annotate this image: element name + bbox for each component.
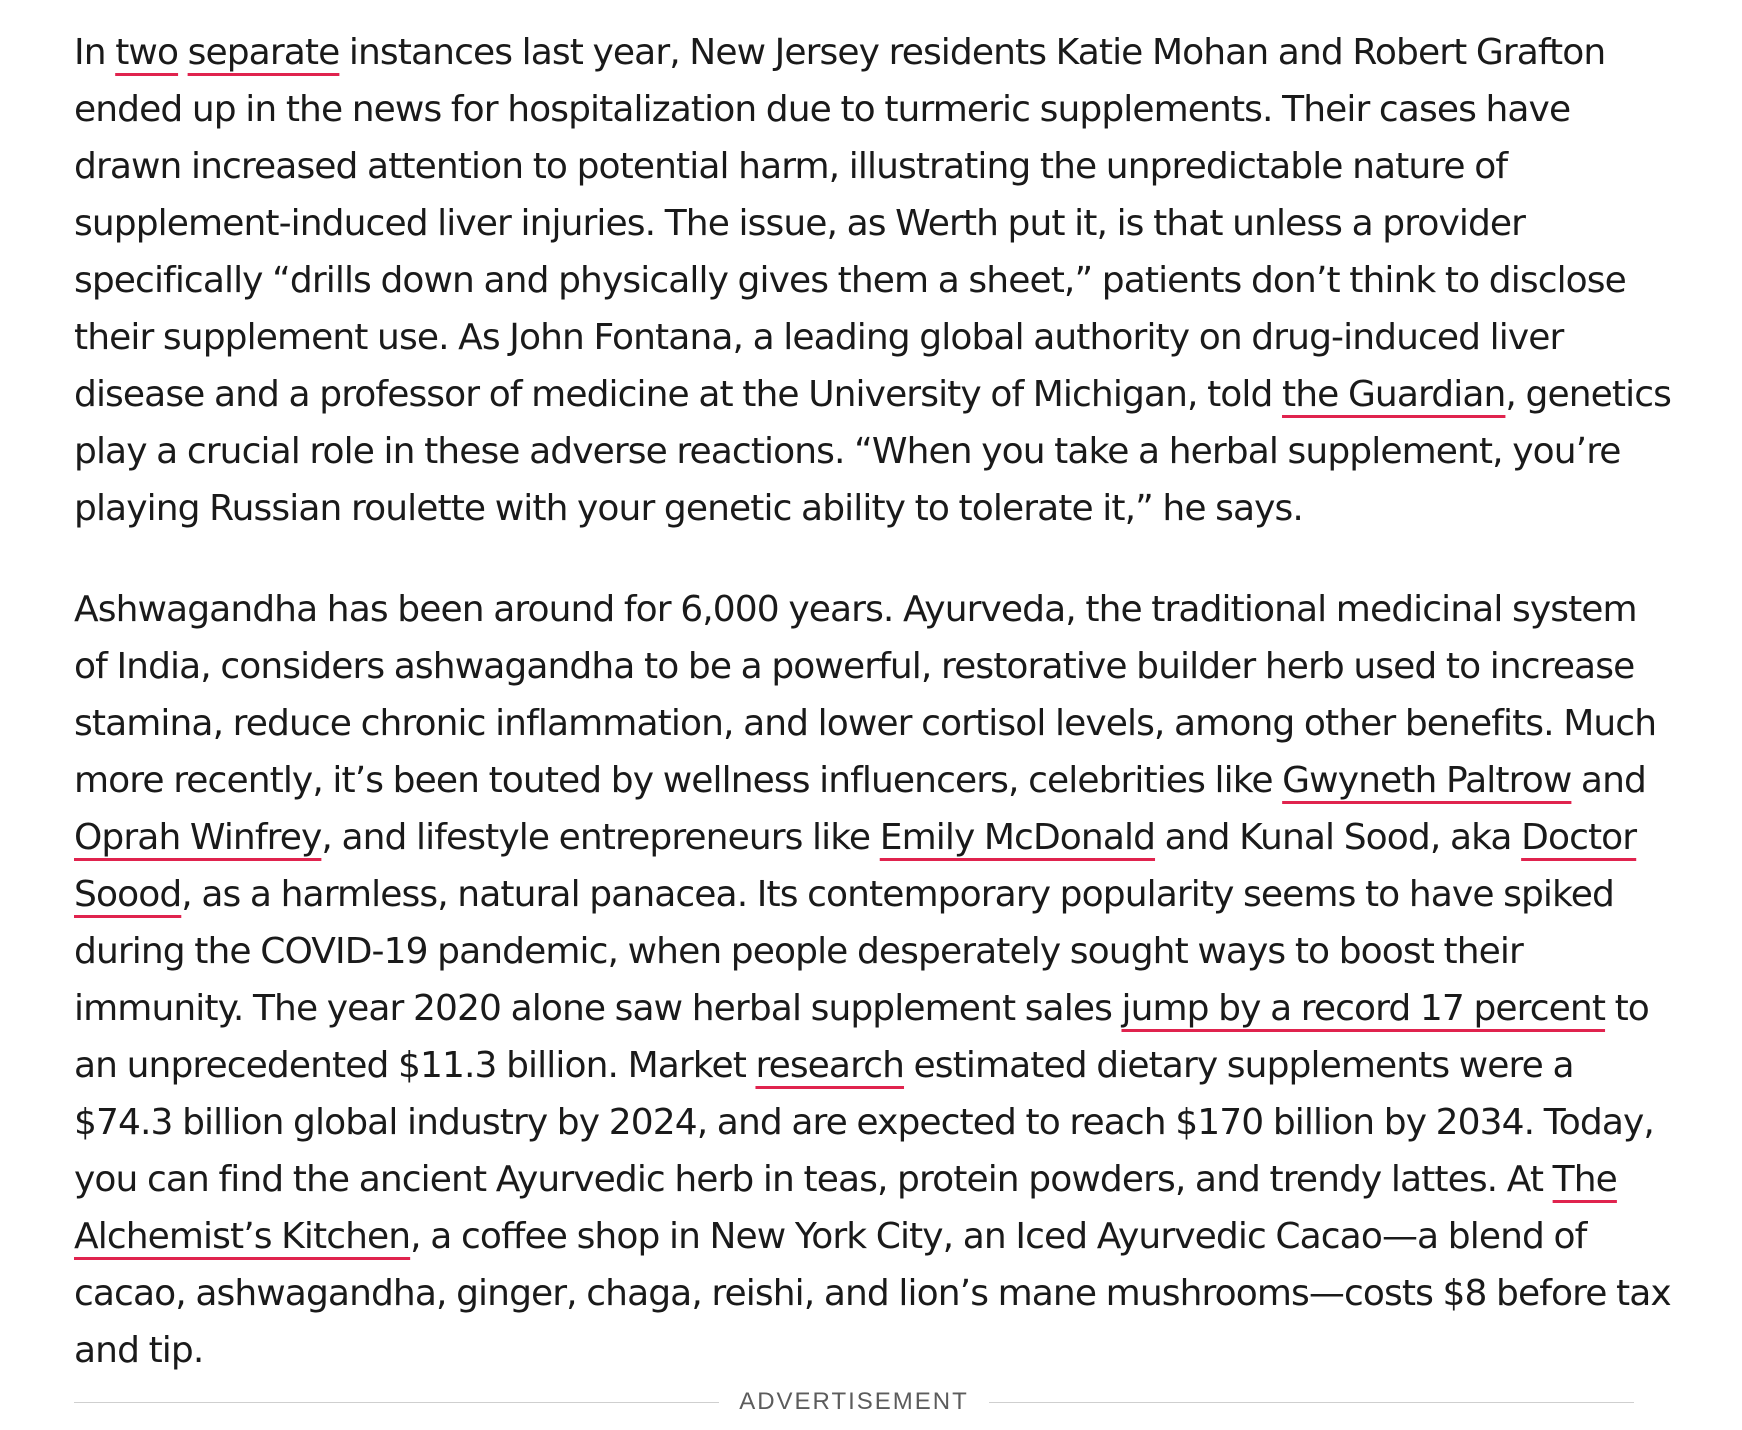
text-run: In [74,32,116,73]
text-run: , a coffee shop in New York City, an Iced Ayurvedic Cacao—a blend of cacao, ashwagandha, ginger, chaga, reishi, and lion’s mane mushrooms—costs $8 before tax and tip. [74,1216,1671,1371]
link-doctor-soood[interactable]: Doctor Soood [74,817,1637,915]
divider-line-right [989,1402,1634,1403]
text-run: and [1571,760,1646,801]
text-run: estimated dietary supplements were a $74.3 billion global industry by 2024, and are expected to reach $170 billion by 2034. Today, you can find the ancient Ayurvedic herb in teas, protein powders, and trendy lattes. At [74,1045,1654,1200]
paragraph-ashwagandha-history [74,581,1674,1379]
link-oprah-winfrey[interactable]: Oprah Winfrey [74,817,322,858]
text-run: , and lifestyle entrepreneurs like [321,817,880,858]
advertisement-divider [74,1382,1634,1422]
advertisement-label: ADVERTISEMENT [739,1388,969,1415]
text-run: to an unprecedented $11.3 billion. Market [74,988,1649,1086]
link-market-research[interactable]: research [755,1045,905,1086]
link-alchemists-kitchen[interactable]: The Alchemist’s Kitchen [74,1159,1617,1257]
paragraph-turmeric-cases [74,24,1674,537]
link-separate[interactable]: separate [187,32,340,73]
article-body [74,24,1674,1379]
text-run: , genetics play a crucial role in these adverse reactions. “When you take a herbal supplement, you’re playing Russian roulette with your genetic ability to tolerate it,” he says. [74,374,1671,529]
text-run [178,32,188,73]
link-sales-jump[interactable]: jump by a record 17 percent [1121,988,1606,1029]
divider-line-left [74,1402,719,1403]
text-run: instances last year, New Jersey residents Katie Mohan and Robert Grafton ended up in the news for hospitalization due to turmeric supplements. Their cases have drawn increased attention to potential harm, illustrating the unpredictable nature of supplement-induced liver injuries. The issue, as Werth put it, is that unless a provider specifically “drills down and physically gives them a sheet,” patients don’t think to disclose their supplement use. As John Fontana, a leading global authority on drug-induced liver disease and a professor of medicine at the University of Michigan, told [74,32,1626,415]
link-emily-mcdonald[interactable]: Emily McDonald [879,817,1156,858]
text-run: and Kunal Sood, aka [1155,817,1522,858]
link-two[interactable]: two [115,32,179,73]
text-run: , as a harmless, natural panacea. Its contemporary popularity seems to have spiked during the COVID-19 pandemic, when people desperately sought ways to boost their immunity. The year 2020 alone saw herbal supplement sales [74,874,1614,1029]
text-run: Ashwagandha has been around for 6,000 years. Ayurveda, the traditional medicinal system of India, considers ashwagandha to be a powerful, restorative builder herb used to increase stamina, reduce chronic inflammation, and lower cortisol levels, among other benefits. Much more recently, it’s been touted by wellness influencers, celebrities like [74,589,1657,801]
link-gwyneth-paltrow[interactable]: Gwyneth Paltrow [1282,760,1572,801]
link-the-guardian[interactable]: the Guardian [1282,374,1506,415]
